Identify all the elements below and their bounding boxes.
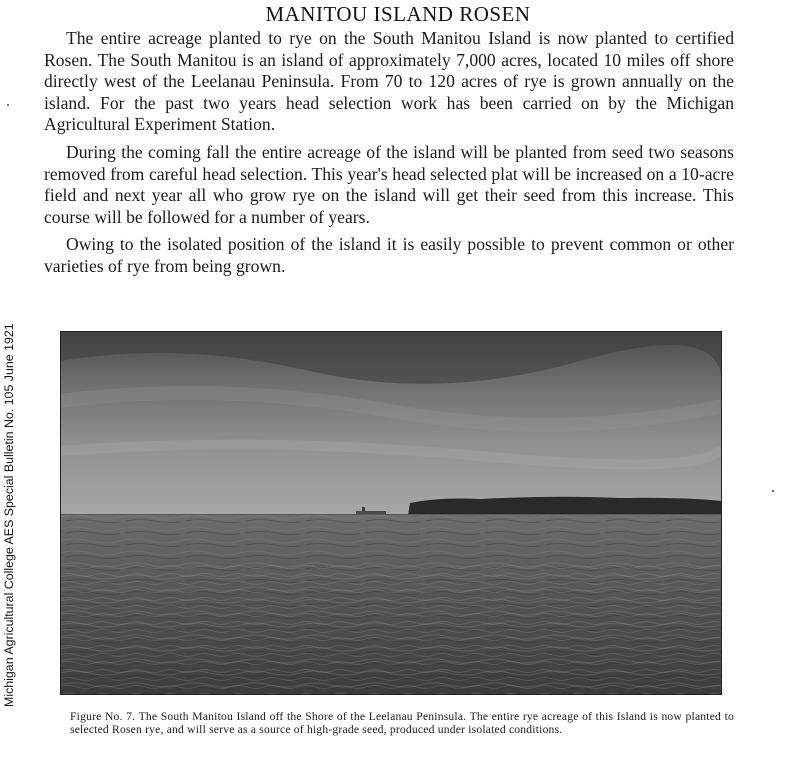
page-heading: MANITOU ISLAND ROSEN — [265, 2, 531, 26]
paragraph: During the coming fall the entire acreage of the island will be planted from seed two seasons removed from careful head selection. This year's head selected plat will be increased on a 10-acre field and next year all who grow rye on the island will get their seed from this increase. This course will be followed for a number of years. — [44, 141, 734, 227]
paragraph: The entire acreage planted to rye on the South Manitou Island is now planted to certified Rosen. The South Manitou is an island of approximately 7,000 acres, located 10 miles off shore directly west of the Leelanau Peninsula. From 70 to 120 acres of rye is grown annually on the island. For the past two years head selection work has been carried on by the Michigan Agricultural Experiment Station. — [44, 28, 734, 135]
figure-caption: Figure No. 7. The South Manitou Island off the Shore of the Leelanau Peninsula. The entire rye acreage of this Island is now planted to selected Rosen rye, and will serve as a source of high-grade seed, produced under isolated conditions. — [70, 710, 734, 736]
paragraph: Owing to the isolated position of the island it is easily possible to prevent common or other varieties of rye from being grown. — [44, 234, 734, 276]
side-label-text: Michigan Agricultural College AES Special Bulletin No. 105 June 1921 — [2, 323, 16, 707]
print-speck — [772, 490, 774, 492]
photograph-image — [60, 331, 722, 695]
island-photograph — [60, 331, 722, 695]
body-text — [44, 28, 734, 284]
print-speck — [7, 104, 9, 106]
